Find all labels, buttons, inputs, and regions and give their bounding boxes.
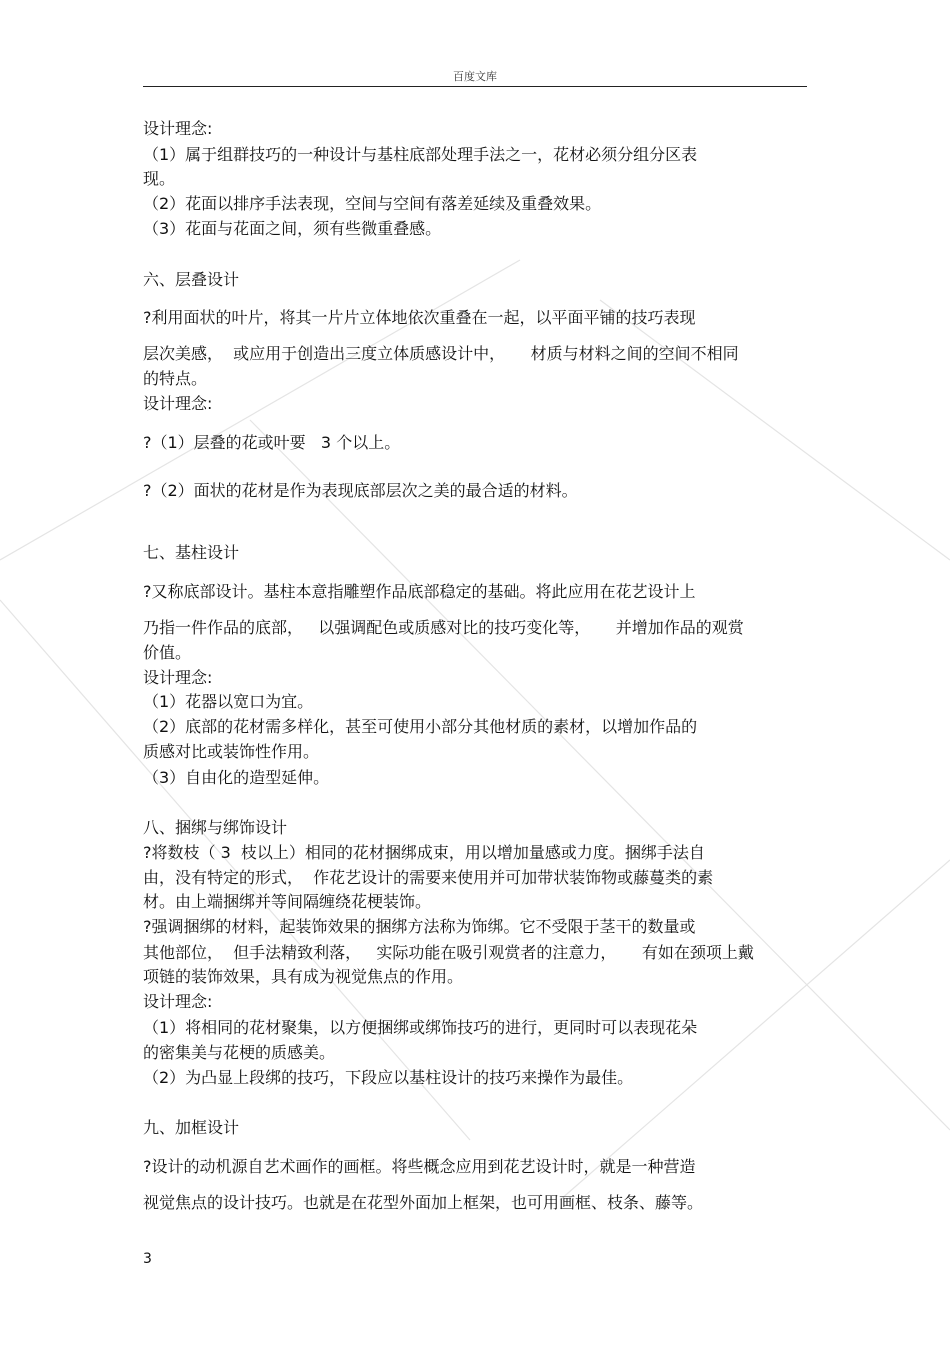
concept-line: （3）自由化的造型延伸。: [143, 768, 330, 787]
paragraph-line: 价值。: [143, 643, 192, 662]
page-number: 3: [143, 1251, 152, 1267]
paragraph-line: 层次美感， 或应用于创造出三度立体质感设计中， 材质与材料之间的空间不相同: [143, 344, 739, 363]
concept-line: ?（1）层叠的花或叶要 3 个以上。: [143, 433, 401, 452]
paragraph-line: 项链的装饰效果，具有成为视觉焦点的作用。: [143, 967, 464, 986]
concept-line: 的密集美与花梗的质感美。: [143, 1043, 336, 1062]
concept-line: （1）将相同的花材聚集，以方便捆绑或绑饰技巧的进行，更同时可以表现花朵: [143, 1018, 698, 1037]
paragraph-line: 由，没有特定的形式， 作花艺设计的需要来使用并可加带状装饰物或藤蔓类的素: [143, 868, 714, 887]
concept-line: （2）为凸显上段绑的技巧，下段应以基柱设计的技巧来操作为最佳。: [143, 1068, 634, 1087]
concept-line: （3）花面与花面之间，须有些微重叠感。: [143, 219, 442, 238]
concept-line: 质感对比或装饰性作用。: [143, 742, 320, 761]
header-title: 百度文库: [453, 70, 497, 83]
section-heading: 九、加框设计: [143, 1118, 240, 1137]
paragraph-line: 材。由上端捆绑并等间隔缠绕花梗装饰。: [143, 892, 432, 911]
paragraph-line: ?将数枝（ 3 枝以上）相同的花材捆绑成束，用以增加量感或力度。捆绑手法自: [143, 843, 705, 862]
concept-line: （1）花器以宽口为宜。: [143, 692, 314, 711]
design-concept-label: 设计理念:: [143, 119, 213, 138]
concept-line: （1）属于组群技巧的一种设计与基柱底部处理手法之一，花材必须分组分区表: [143, 145, 698, 164]
paragraph-line: 其他部位， 但手法精致利落， 实际功能在吸引观赏者的注意力， 有如在颈项上戴: [143, 943, 754, 962]
concept-line: （2）底部的花材需多样化，甚至可使用小部分其他材质的素材，以增加作品的: [143, 717, 698, 736]
design-concept-label: 设计理念:: [143, 992, 213, 1011]
concept-line: （2）花面以排序手法表现，空间与空间有落差延续及重叠效果。: [143, 194, 602, 213]
header-rule: [143, 86, 807, 87]
paragraph-line: ?强调捆绑的材料，起装饰效果的捆绑方法称为饰绑。它不受限于茎干的数量或: [143, 917, 696, 936]
section-heading: 八、捆绑与绑饰设计: [143, 818, 288, 837]
section-heading: 六、层叠设计: [143, 270, 240, 289]
paragraph-line: ?利用面状的叶片，将其一片片立体地依次重叠在一起，以平面平铺的技巧表现: [143, 308, 696, 327]
paragraph-line: 乃指一件作品的底部， 以强调配色或质感对比的技巧变化等， 并增加作品的观赏: [143, 618, 744, 637]
design-concept-label: 设计理念:: [143, 394, 213, 413]
paragraph-line: 视觉焦点的设计技巧。也就是在花型外面加上框架，也可用画框、枝条、藤等。: [143, 1193, 704, 1212]
paragraph-line: 的特点。: [143, 369, 208, 388]
section-heading: 七、基柱设计: [143, 543, 240, 562]
concept-line: 现。: [143, 169, 176, 188]
paragraph-line: ?又称底部设计。基柱本意指雕塑作品底部稳定的基础。将此应用在花艺设计上: [143, 582, 696, 601]
paragraph-line: ?设计的动机源自艺术画作的画框。将些概念应用到花艺设计时，就是一种营造: [143, 1157, 696, 1176]
concept-line: ?（2）面状的花材是作为表现底部层次之美的最合适的材料。: [143, 481, 578, 500]
design-concept-label: 设计理念:: [143, 668, 213, 687]
